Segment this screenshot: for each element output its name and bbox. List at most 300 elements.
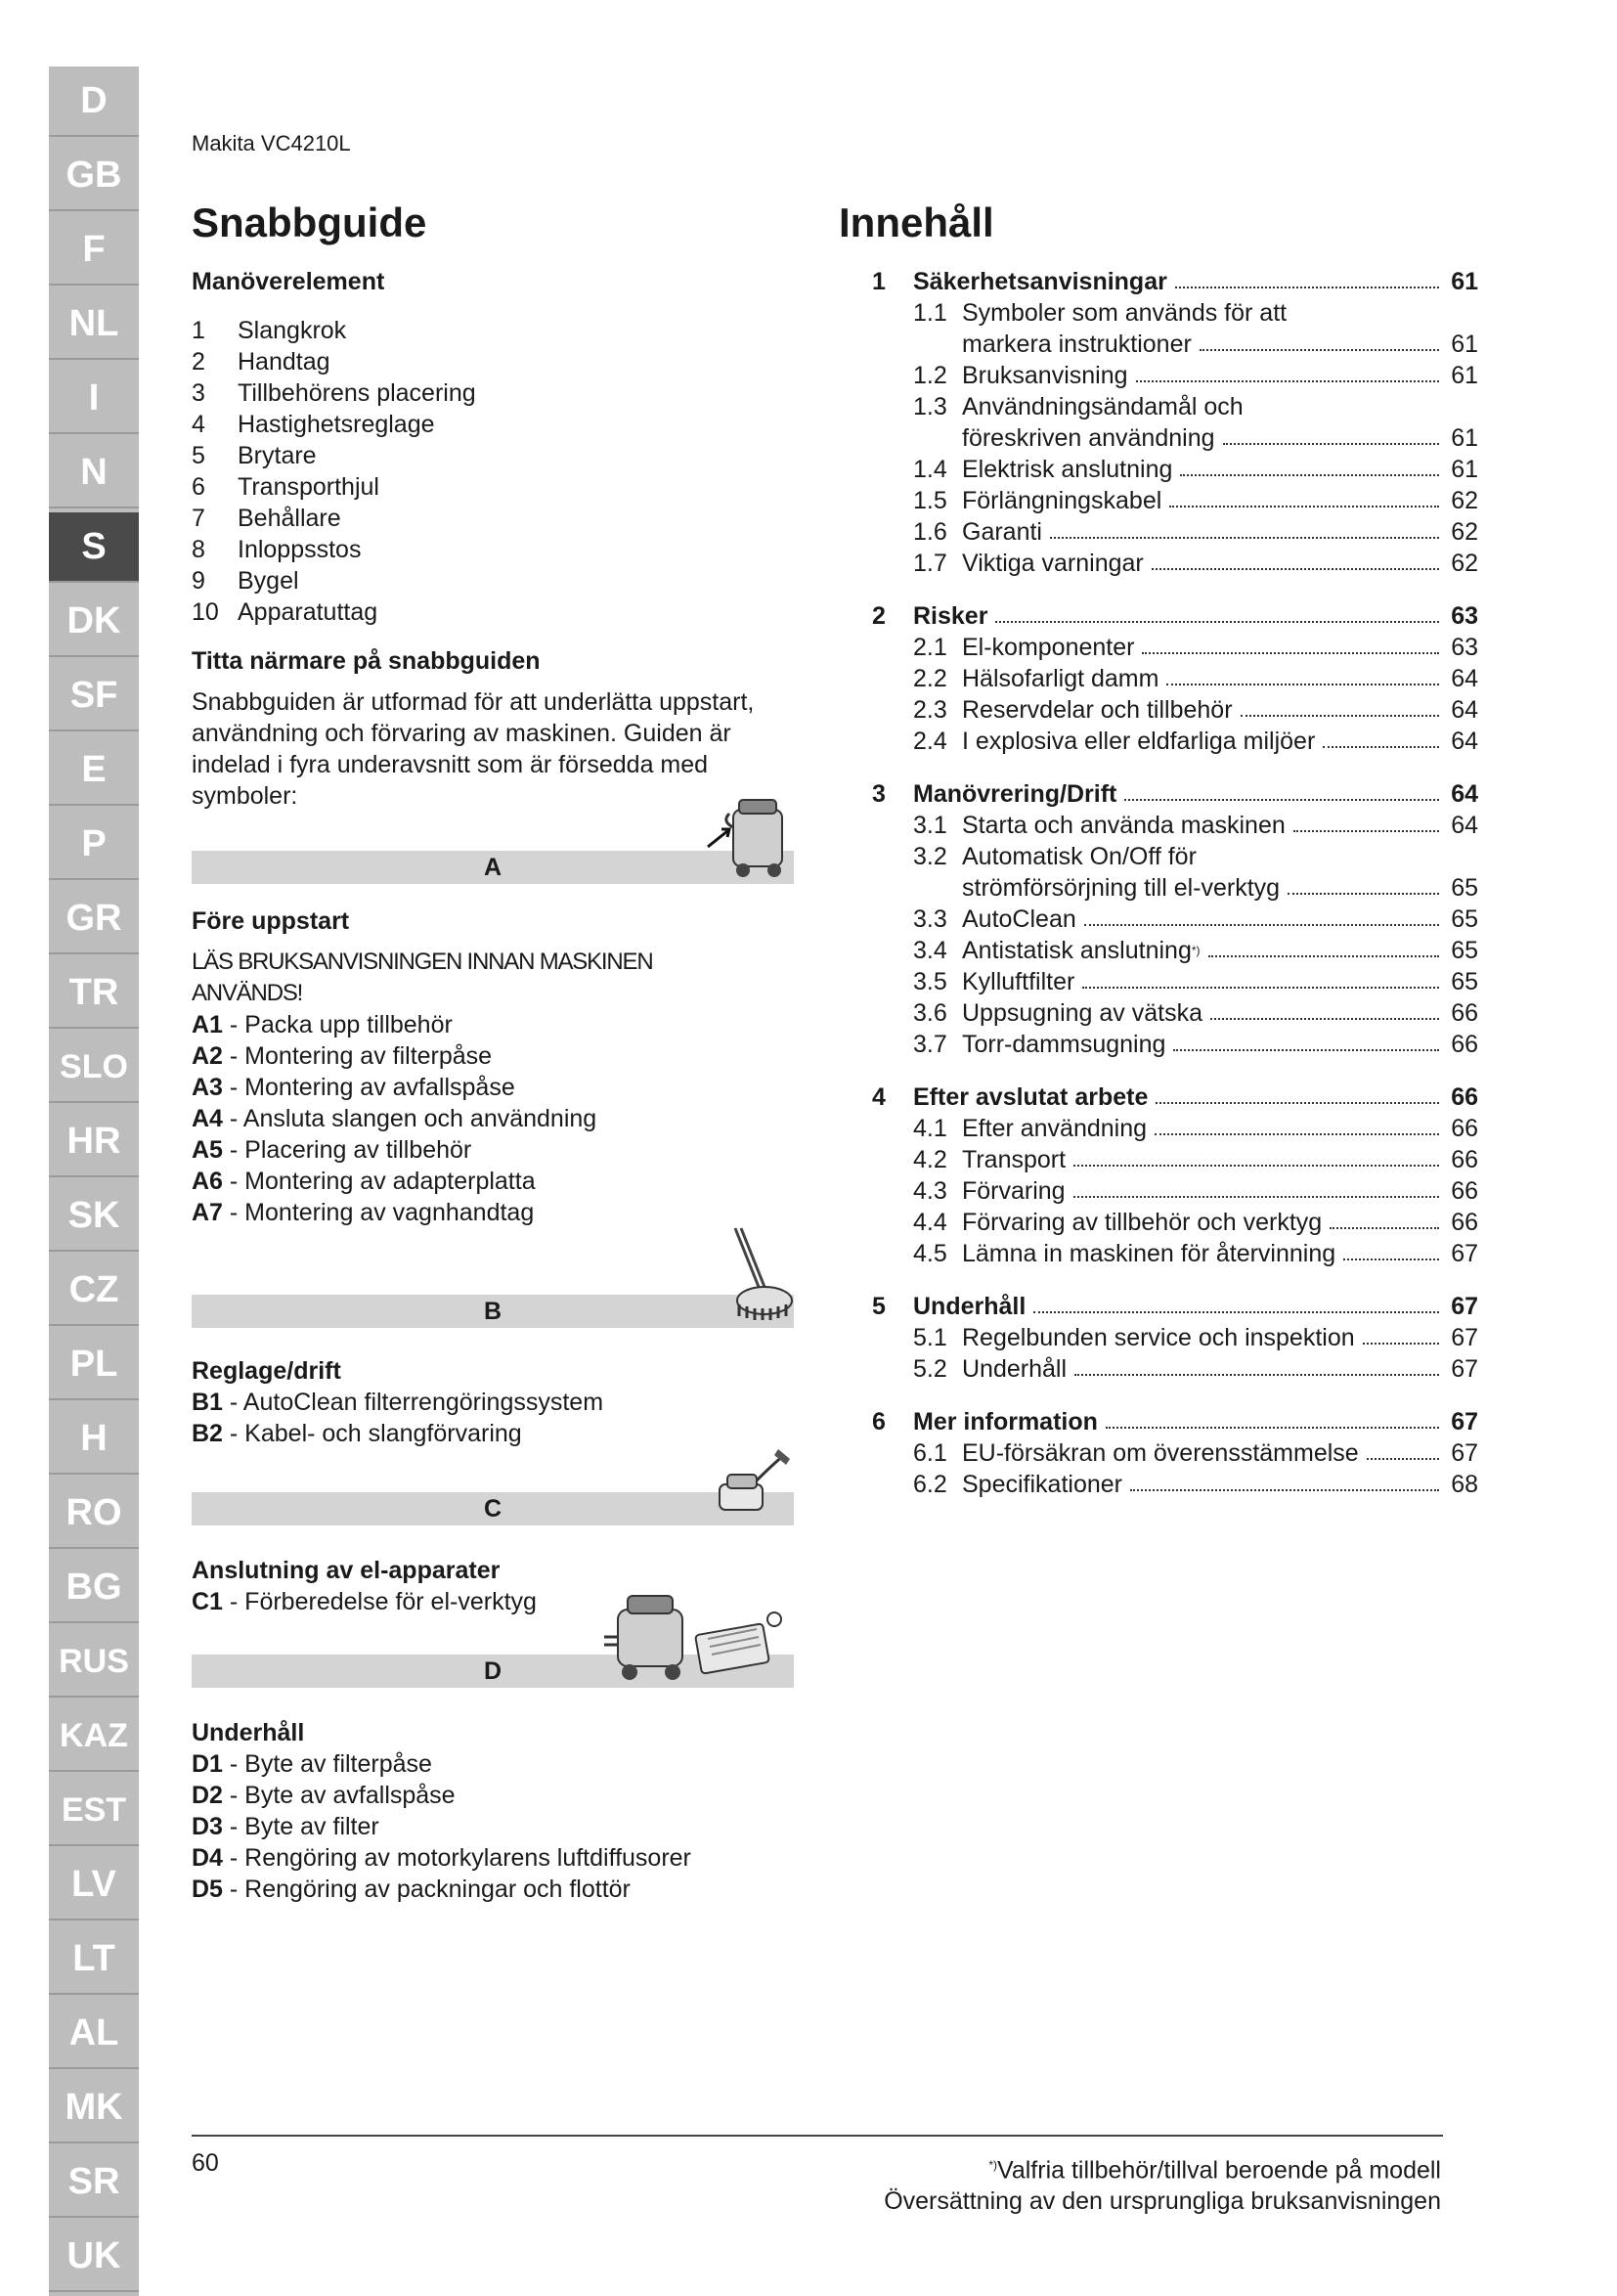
control-number: 7 — [192, 505, 205, 532]
item-page: 67 — [1451, 1439, 1478, 1467]
item-page: 64 — [1451, 812, 1478, 839]
toc-item — [872, 810, 1478, 841]
control-label: Apparatuttag — [238, 598, 378, 626]
quick-guide-title: Snabbguide — [192, 199, 427, 245]
leader-dots — [1142, 652, 1439, 654]
toc-item — [872, 422, 1478, 454]
item-page: 66 — [1451, 1146, 1478, 1173]
control-number: 3 — [192, 379, 205, 407]
item-page: 65 — [1451, 874, 1478, 902]
chapter-title: Risker — [913, 602, 988, 630]
item-number: 3.6 — [913, 999, 947, 1027]
leader-dots — [1156, 1082, 1439, 1104]
item-title: Starta och använda maskinen — [962, 812, 1286, 839]
toc-item — [872, 1353, 1478, 1385]
section-bar-b — [192, 1295, 794, 1328]
control-item — [192, 440, 798, 471]
language-sidebar — [49, 66, 139, 2296]
section-item — [192, 1166, 798, 1197]
section-item — [192, 1009, 798, 1040]
section-items — [192, 1748, 798, 1905]
control-number: 5 — [192, 442, 205, 469]
item-page: 63 — [1451, 634, 1478, 661]
language-tab-lt[interactable]: LT — [49, 1924, 139, 1995]
leader-dots — [1343, 1258, 1439, 1260]
language-tab-rus[interactable]: RUS — [49, 1627, 139, 1698]
language-tab-mk[interactable]: MK — [49, 2073, 139, 2143]
chapter-page: 63 — [1451, 602, 1478, 630]
item-text: - Montering av adapterplatta — [222, 1168, 536, 1195]
item-number: 4.1 — [913, 1115, 947, 1142]
language-tab-d[interactable]: D — [49, 66, 139, 137]
section-heading: Före uppstart — [192, 907, 350, 935]
chapter-title: Efter avslutat arbete — [913, 1083, 1149, 1111]
item-number: 2.3 — [913, 696, 947, 724]
section-bar-c — [192, 1492, 794, 1525]
language-tab-sk[interactable]: SK — [49, 1181, 139, 1252]
item-title: Torr-dammsugning — [962, 1031, 1166, 1058]
leader-dots — [1363, 1343, 1439, 1345]
control-number: 4 — [192, 411, 205, 438]
leader-dots — [1210, 1018, 1439, 1020]
toc-item — [872, 904, 1478, 935]
item-title: Hälsofarligt damm — [962, 665, 1159, 692]
chapter-page: 64 — [1451, 780, 1478, 808]
section-illustration-b — [725, 1226, 794, 1332]
section-item — [192, 1040, 798, 1072]
leader-dots — [1106, 1406, 1439, 1429]
language-tab-gb[interactable]: GB — [49, 141, 139, 211]
language-tab-kaz[interactable]: KAZ — [49, 1701, 139, 1772]
leader-dots — [1169, 506, 1439, 508]
item-page: 68 — [1451, 1471, 1478, 1498]
leader-dots — [1082, 987, 1439, 989]
item-title: Reservdelar och tillbehör — [962, 696, 1233, 724]
language-tab-bg[interactable]: BG — [49, 1553, 139, 1623]
section-bar-a — [192, 851, 794, 884]
section-heading: Reglage/drift — [192, 1357, 341, 1385]
language-tab-s[interactable]: S — [49, 512, 139, 583]
control-item — [192, 315, 798, 346]
item-number — [913, 422, 962, 454]
section-item — [192, 1197, 798, 1228]
section-letter: A — [483, 854, 503, 881]
item-code: A5 — [192, 1136, 223, 1164]
item-page: 66 — [1451, 1209, 1478, 1236]
leader-dots — [1200, 349, 1439, 351]
section-heading: Anslutning av el-apparater — [192, 1557, 501, 1584]
item-title: Antistatisk anslutning — [962, 937, 1192, 964]
control-label: Handtag — [238, 348, 330, 375]
language-tab-gr[interactable]: GR — [49, 884, 139, 954]
chapter-number: 2 — [872, 602, 886, 630]
item-number: 6.2 — [913, 1471, 947, 1498]
item-number: 1.4 — [913, 456, 947, 483]
chapter-page: 67 — [1451, 1408, 1478, 1435]
item-text: - Byte av filterpåse — [222, 1750, 432, 1778]
language-tab-slo[interactable]: SLO — [49, 1033, 139, 1103]
language-tab-h[interactable]: H — [49, 1404, 139, 1475]
control-label: Tillbehörens placering — [238, 379, 476, 407]
toc-item — [872, 1238, 1478, 1269]
item-title: Användningsändamål och — [962, 393, 1244, 420]
item-title: Garanti — [962, 518, 1042, 546]
leader-dots — [1241, 715, 1439, 717]
item-number: 1.2 — [913, 362, 947, 389]
toc-item — [872, 1113, 1478, 1144]
leader-dots — [1084, 924, 1439, 926]
item-title: Förlängningskabel — [962, 487, 1162, 514]
footnote-mark: *) — [1191, 944, 1201, 957]
chapter-title: Mer information — [913, 1408, 1098, 1435]
leader-dots — [1130, 1489, 1439, 1491]
item-number: 3.4 — [913, 937, 947, 964]
chapter-page: 66 — [1451, 1083, 1478, 1111]
item-number: 4.4 — [913, 1209, 947, 1236]
leader-dots — [1223, 443, 1440, 445]
item-text: - Byte av filter — [222, 1813, 379, 1840]
item-number: 6.1 — [913, 1439, 947, 1467]
language-tab-pl[interactable]: PL — [49, 1330, 139, 1400]
language-tab-ro[interactable]: RO — [49, 1479, 139, 1549]
chapter-title: Säkerhetsanvisningar — [913, 268, 1167, 295]
item-page: 67 — [1451, 1324, 1478, 1351]
item-title: Specifikationer — [962, 1471, 1122, 1498]
leader-dots — [1155, 1133, 1439, 1135]
page-number: 60 — [192, 2149, 219, 2177]
control-item — [192, 471, 798, 503]
chapter-number: 6 — [872, 1408, 886, 1435]
control-number: 6 — [192, 473, 205, 501]
item-code: A3 — [192, 1074, 223, 1101]
guide-sections — [192, 851, 798, 1905]
section-letter: C — [483, 1495, 503, 1523]
toc-chapter-block — [872, 778, 1478, 1060]
item-number: 3.7 — [913, 1031, 947, 1058]
footnote-mark: *) — [988, 2158, 998, 2172]
leader-dots — [1288, 893, 1439, 895]
item-page: 66 — [1451, 1115, 1478, 1142]
item-number: 2.4 — [913, 728, 947, 755]
toc-chapter-block — [872, 1291, 1478, 1385]
toc-item — [872, 485, 1478, 516]
section-letter: B — [483, 1298, 503, 1325]
item-text: - Montering av vagnhandtag — [222, 1199, 535, 1226]
toc-item — [872, 329, 1478, 360]
leader-dots — [995, 600, 1439, 623]
table-of-contents — [872, 266, 1478, 1500]
control-item — [192, 596, 798, 628]
control-number: 2 — [192, 348, 205, 375]
toc-item — [872, 360, 1478, 391]
item-page: 64 — [1451, 696, 1478, 724]
item-number: 5.2 — [913, 1355, 947, 1383]
chapter-page: 61 — [1451, 268, 1478, 295]
chapter-number: 3 — [872, 780, 886, 808]
item-title: Bruksanvisning — [962, 362, 1128, 389]
item-page: 65 — [1451, 905, 1478, 933]
leader-dots — [1180, 474, 1439, 476]
section-item — [192, 1842, 798, 1874]
item-page: 61 — [1451, 362, 1478, 389]
leader-dots — [1208, 955, 1439, 957]
item-page: 61 — [1451, 456, 1478, 483]
leader-dots — [1293, 830, 1439, 832]
item-title: Efter användning — [962, 1115, 1148, 1142]
toc-item — [872, 1469, 1478, 1500]
quick-guide-column — [192, 266, 798, 1905]
item-page: 64 — [1451, 728, 1478, 755]
section-note: LÄS BRUKSANVISNINGEN INNAN MASKINEN ANVÄNDS! — [192, 949, 653, 1006]
section-illustration-a — [704, 792, 794, 888]
toc-chapter-title — [872, 1291, 1478, 1322]
toc-item — [872, 997, 1478, 1029]
item-title: Lämna in maskinen för återvinning — [962, 1240, 1336, 1267]
footnote-text: Valfria tillbehör/tillval beroende på modell — [997, 2156, 1441, 2185]
item-number: 3.2 — [913, 843, 947, 870]
item-text: - Rengöring av motorkylarens luftdiffusorer — [222, 1844, 691, 1872]
language-tab-dk[interactable]: DK — [49, 587, 139, 657]
item-page: 65 — [1451, 968, 1478, 995]
item-code: A1 — [192, 1011, 223, 1038]
language-tab-tr[interactable]: TR — [49, 958, 139, 1029]
item-text: - AutoClean filterrengöringssystem — [222, 1389, 604, 1416]
item-number: 3.5 — [913, 968, 947, 995]
item-page: 65 — [1451, 937, 1478, 964]
control-item — [192, 377, 798, 409]
item-title: Uppsugning av vätska — [962, 999, 1202, 1027]
language-tab-i[interactable]: I — [49, 364, 139, 434]
control-item — [192, 534, 798, 565]
leader-dots — [1166, 684, 1439, 685]
translation-note: Översättning av den ursprungliga bruksanvisningen — [884, 2187, 1441, 2216]
control-item — [192, 409, 798, 440]
toc-item — [872, 297, 1478, 329]
chapter-title: Manövrering/Drift — [913, 780, 1117, 808]
language-tab-uk[interactable]: UK — [49, 2222, 139, 2292]
leader-dots — [1074, 1374, 1439, 1376]
item-number: 2.1 — [913, 634, 947, 661]
toc-chapter-title — [872, 1082, 1478, 1113]
section-item — [192, 1780, 798, 1811]
item-code: B2 — [192, 1420, 223, 1447]
section-item — [192, 1103, 798, 1134]
control-item — [192, 503, 798, 534]
item-code: B1 — [192, 1389, 223, 1416]
item-code: D5 — [192, 1876, 223, 1903]
toc-chapter-title — [872, 266, 1478, 297]
toc-item — [872, 694, 1478, 726]
section-items — [192, 1009, 798, 1228]
item-text: - Montering av avfallspåse — [222, 1074, 515, 1101]
item-number: 4.5 — [913, 1240, 947, 1267]
item-page: 61 — [1451, 424, 1478, 452]
section-item — [192, 1134, 798, 1166]
section-illustration-d — [589, 1590, 794, 1692]
toc-item — [872, 935, 1478, 966]
item-code: A2 — [192, 1042, 223, 1070]
contents-title: Innehåll — [839, 199, 994, 245]
language-tab-nl[interactable]: NL — [49, 289, 139, 360]
quick-guide-text: Snabbguiden är utformad för att underlätta uppstart, användning och förvaring av maskinen. Guiden är indelad i fyra underavsnitt som är försedda med symboler: — [192, 688, 755, 810]
item-title: Viktiga varningar — [962, 550, 1144, 577]
item-title: Förvaring — [962, 1177, 1066, 1205]
toc-item — [872, 1175, 1478, 1207]
item-text: - Montering av filterpåse — [222, 1042, 493, 1070]
toc-item — [872, 1322, 1478, 1353]
toc-item — [872, 1029, 1478, 1060]
item-title: Regelbunden service och inspektion — [962, 1324, 1355, 1351]
language-tab-cz[interactable]: CZ — [49, 1256, 139, 1326]
item-title: Elektrisk anslutning — [962, 456, 1173, 483]
item-number — [913, 329, 962, 360]
model-name: Makita VC4210L — [192, 131, 351, 155]
item-code: D2 — [192, 1782, 223, 1809]
toc-item — [872, 1437, 1478, 1469]
leader-dots — [1367, 1458, 1439, 1460]
item-text: - Byte av avfallspåse — [222, 1782, 456, 1809]
item-title: Förvaring av tillbehör och verktyg — [962, 1209, 1323, 1236]
item-page: 67 — [1451, 1240, 1478, 1267]
item-page: 62 — [1451, 487, 1478, 514]
control-label: Slangkrok — [238, 317, 347, 344]
item-number: 4.3 — [913, 1177, 947, 1205]
item-page: 67 — [1451, 1355, 1478, 1383]
control-label: Transporthjul — [238, 473, 379, 501]
controls-heading: Manöverelement — [192, 268, 385, 295]
item-page: 64 — [1451, 665, 1478, 692]
toc-item — [872, 632, 1478, 663]
language-tab-est[interactable]: EST — [49, 1776, 139, 1846]
toc-item — [872, 841, 1478, 872]
control-number: 1 — [192, 317, 205, 344]
leader-dots — [1323, 746, 1439, 748]
item-text: - Placering av tillbehör — [222, 1136, 472, 1164]
language-tab-sr[interactable]: SR — [49, 2147, 139, 2218]
item-code: A6 — [192, 1168, 223, 1195]
item-title: Transport — [962, 1146, 1067, 1173]
language-tab-sf[interactable]: SF — [49, 661, 139, 731]
item-title: föreskriven användning — [962, 424, 1215, 452]
item-code: D4 — [192, 1844, 223, 1872]
leader-dots — [1330, 1227, 1439, 1229]
control-label: Inloppsstos — [238, 536, 362, 563]
item-number: 3.1 — [913, 812, 947, 839]
item-text: - Packa upp tillbehör — [222, 1011, 453, 1038]
chapter-number: 1 — [872, 268, 886, 295]
language-tab-lv[interactable]: LV — [49, 1850, 139, 1921]
toc-item — [872, 966, 1478, 997]
control-item — [192, 565, 798, 596]
section-bar-d — [192, 1655, 794, 1688]
language-tab-e[interactable]: E — [49, 735, 139, 806]
language-tab-p[interactable]: P — [49, 810, 139, 880]
language-tab-n[interactable]: N — [49, 438, 139, 508]
toc-chapter-title — [872, 600, 1478, 632]
toc-item — [872, 516, 1478, 548]
leader-dots — [1175, 266, 1439, 288]
item-number: 1.7 — [913, 550, 947, 577]
section-items — [192, 1387, 798, 1449]
item-text: - Ansluta slangen och användning — [222, 1105, 597, 1132]
footer-divider — [192, 2135, 1443, 2137]
item-title: strömförsörjning till el-verktyg — [962, 874, 1281, 902]
item-number: 1.3 — [913, 393, 947, 420]
item-number — [913, 872, 962, 904]
item-page: 61 — [1451, 331, 1478, 358]
section-illustration-c — [714, 1445, 794, 1529]
item-title: El-komponenter — [962, 634, 1135, 661]
item-number: 4.2 — [913, 1146, 947, 1173]
item-title: I explosiva eller eldfarliga miljöer — [962, 728, 1316, 755]
item-code: A7 — [192, 1199, 223, 1226]
toc-item — [872, 663, 1478, 694]
toc-item — [872, 726, 1478, 757]
chapter-page: 67 — [1451, 1293, 1478, 1320]
item-text: - Rengöring av packningar och flottör — [222, 1876, 631, 1903]
quick-guide-heading: Titta närmare på snabbguiden — [192, 647, 541, 675]
item-page: 66 — [1451, 999, 1478, 1027]
toc-item — [872, 1144, 1478, 1175]
control-number: 9 — [192, 567, 205, 595]
item-code: D3 — [192, 1813, 223, 1840]
section-item — [192, 1072, 798, 1103]
language-tab-al[interactable]: AL — [49, 1999, 139, 2069]
footer-notes — [884, 2149, 1441, 2217]
leader-dots — [1050, 537, 1439, 539]
control-label: Hastighetsreglage — [238, 411, 435, 438]
item-page: 62 — [1451, 550, 1478, 577]
item-title: markera instruktioner — [962, 331, 1192, 358]
section-heading: Underhåll — [192, 1719, 305, 1746]
control-label: Bygel — [238, 567, 299, 595]
control-label: Brytare — [238, 442, 317, 469]
item-page: 62 — [1451, 518, 1478, 546]
item-title: Symboler som används för att — [962, 299, 1288, 327]
item-page: 66 — [1451, 1031, 1478, 1058]
section-letter: D — [483, 1657, 503, 1685]
toc-chapter-title — [872, 1406, 1478, 1437]
leader-dots — [1073, 1165, 1439, 1167]
language-tab-f[interactable]: F — [49, 215, 139, 286]
section-item — [192, 1874, 798, 1905]
item-number: 1.6 — [913, 518, 947, 546]
leader-dots — [1073, 1196, 1439, 1198]
item-title: AutoClean — [962, 905, 1076, 933]
item-number: 3.3 — [913, 905, 947, 933]
item-text: - Kabel- och slangförvaring — [222, 1420, 522, 1447]
toc-chapter-block — [872, 600, 1478, 757]
chapter-number: 5 — [872, 1293, 886, 1320]
section-item — [192, 1748, 798, 1780]
item-text: - Förberedelse för el-verktyg — [222, 1588, 537, 1615]
toc-item — [872, 548, 1478, 579]
leader-dots — [1152, 568, 1439, 570]
item-title: EU-försäkran om överensstämmelse — [962, 1439, 1359, 1467]
item-title: Automatisk On/Off för — [962, 843, 1197, 870]
item-title: Underhåll — [962, 1355, 1068, 1383]
language-tab-hr[interactable]: HR — [49, 1107, 139, 1177]
item-title: Kylluftfilter — [962, 968, 1075, 995]
item-number: 5.1 — [913, 1324, 947, 1351]
item-code: A4 — [192, 1105, 223, 1132]
control-label: Behållare — [238, 505, 341, 532]
item-page: 66 — [1451, 1177, 1478, 1205]
chapter-number: 4 — [872, 1083, 886, 1111]
toc-item — [872, 1207, 1478, 1238]
item-number: 2.2 — [913, 665, 947, 692]
item-number: 1.1 — [913, 299, 947, 327]
